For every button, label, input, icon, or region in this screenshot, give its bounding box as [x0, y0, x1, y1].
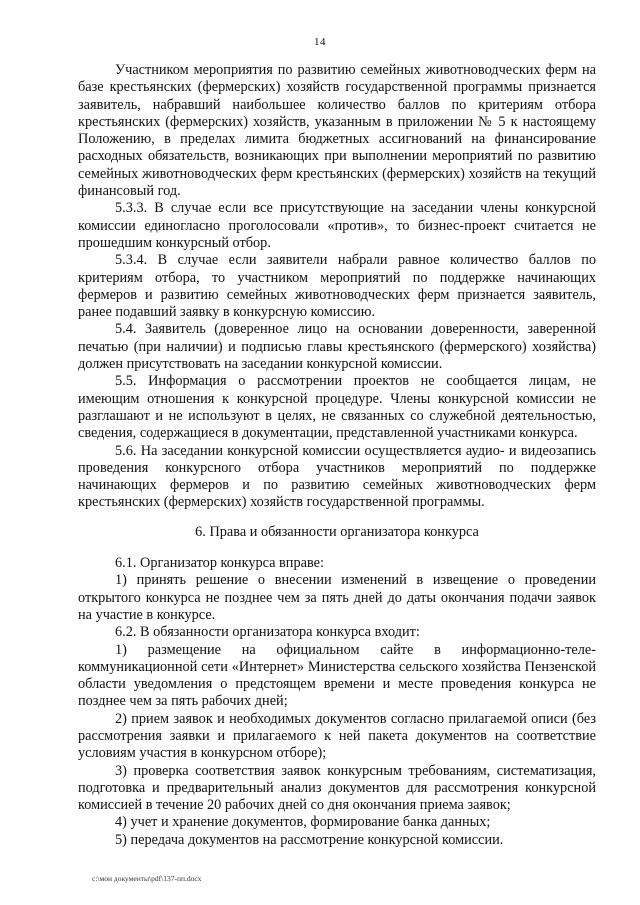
- section-heading: 6. Права и обязанности организатора конкурса: [195, 523, 479, 540]
- paragraph-6-2-item-5: 5) передача документов на рассмотрение конкурсной комиссии.: [115, 831, 504, 848]
- paragraph-5-4: 5.4. Заявитель (доверенное лицо на основании доверенности, заверенной печатью (при наличии) и подписью главы крестьянского (фермерского) хозяйства) должен присутствовать на заседании конкурсной комиссии.: [78, 321, 596, 373]
- paragraph-6-1: 6.1. Организатор конкурса вправе:: [115, 555, 324, 572]
- footer-file-path: c:\мои документы\pdf\137-пп.docx: [92, 874, 202, 883]
- paragraph-5-5: 5.5. Информация о рассмотрении проектов не сообщается лицам, не имеющим отношения к конкурсной процедуре. Члены конкурсной комиссии не разглашают и не используют в целях, не связанных со служебной деятельностью, сведения, содержащиеся в документации, представленной участниками конкурса.: [78, 373, 596, 442]
- paragraph-6-2-item-4: 4) учет и хранение документов, формирование банка данных;: [115, 814, 491, 831]
- paragraph-5-3-4: 5.3.4. В случае если заявители набрали равное количество баллов по критериям отбора, то участником мероприятий по поддержке начинающих фермеров и развитию семейных животноводческих ферм признается заявитель, ранее подавший заявку в конкурсную комиссию.: [78, 252, 596, 321]
- paragraph-6-2-item-3: 3) проверка соответствия заявок конкурсным требованиям, систематизация, подготовка и предварительный анализ документов для рассмотрения конкурсной комиссией в течение 20 рабочих дней со дня окончания приема заявок;: [78, 762, 596, 814]
- paragraph-6-2-item-1: 1) размещение на официальном сайте в информационно-теле-коммуникационной сети «Интернет» Министерства сельского хозяйства Пензенской области уведомления о предстоящем времени и месте проведения конкурса не позднее чем за пять рабочих дней;: [78, 641, 596, 710]
- paragraph-5-6: 5.6. На заседании конкурсной комиссии осуществляется аудио- и видеозапись проведения конкурсного отбора участников мероприятий по поддержке начинающих фермеров и по развитию семейных животноводческих ферм крестьянских (фермерских) хозяйств государственной программы.: [78, 442, 596, 511]
- paragraph-6-2-item-2: 2) прием заявок и необходимых документов согласно прилагаемой описи (без рассмотрения заявки и прилагаемого к ней пакета документов на соответствие условиям участия в конкурсном отборе);: [78, 710, 596, 762]
- paragraph-5-3-3: 5.3.3. В случае если все присутствующие на заседании члены конкурсной комиссии единогласно проголосовали «против», то бизнес-проект считается не прошедшим конкурсный отбор.: [78, 200, 596, 251]
- document-body: [78, 62, 596, 849]
- paragraph-6-2: 6.2. В обязанности организатора конкурса входит:: [115, 624, 420, 641]
- paragraph-6-1-item-1: 1) принять решение о внесении изменений в извещение о проведении открытого конкурса не позднее чем за пять дней до даты окончания подачи заявок на участие в конкурсе.: [78, 572, 596, 623]
- paragraph-participant-definition: Участником мероприятия по развитию семейных животноводческих ферм на базе крестьянских (фермерских) хозяйств государственной программы признается заявитель, набравший наибольшее количество баллов по критериям отбора крестьянских (фермерских) хозяйств, указанным в приложении № 5 к настоящему Положению, в пределах лимита бюджетных ассигнований на финансирование расходных обязательств, возникающих при выполнении мероприятий по развитию семейных животноводческих ферм крестьянских (фермерских) хозяйств на текущий финансовый год.: [78, 62, 596, 200]
- page-number: 14: [314, 36, 326, 48]
